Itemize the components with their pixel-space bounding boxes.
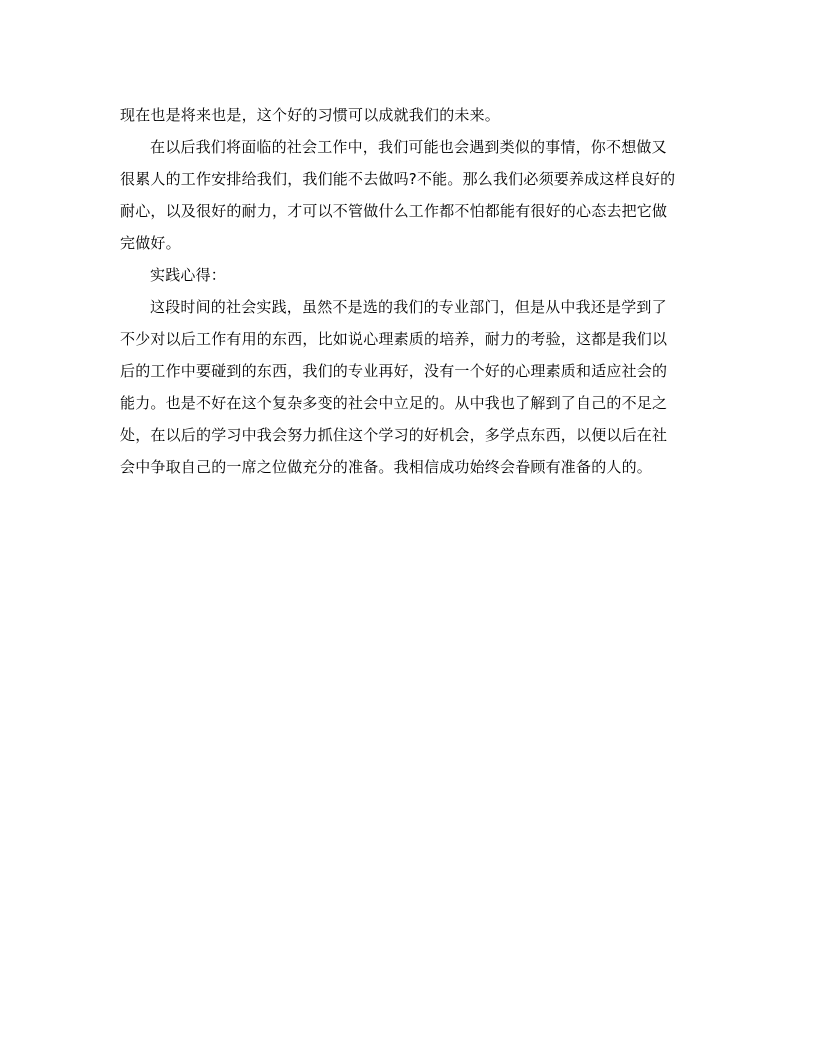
text-line: 处，在以后的学习中我会努力抓住这个学习的好机会，多学点东西，以便以后在社 [120, 426, 668, 444]
text-line: 能力。也是不好在这个复杂多变的社会中立足的。从中我也了解到了自己的不足之 [120, 394, 668, 412]
text-line: 完做好。 [120, 234, 181, 252]
text-line: 在以后我们将面临的社会工作中，我们可能也会遇到类似的事情，你不想做又 [150, 138, 667, 156]
text-line: 这段时间的社会实践，虽然不是选的我们的专业部门，但是从中我还是学到了 [150, 298, 667, 316]
document-body [120, 99, 698, 483]
text-line: 很累人的工作安排给我们，我们能不去做吗?不能。那么我们必须要养成这样良好的 [120, 170, 676, 188]
text-line: 会中争取自己的一席之位做充分的准备。我相信成功始终会眷顾有准备的人的。 [120, 458, 653, 476]
text-line: 不少对以后工作有用的东西，比如说心理素质的培养，耐力的考验，这都是我们以 [120, 330, 668, 348]
text-line: 耐心，以及很好的耐力，才可以不管做什么工作都不怕都能有很好的心态去把它做 [120, 202, 668, 220]
text-line: 现在也是将来也是，这个好的习惯可以成就我们的未来。 [120, 106, 501, 124]
text-line: 后的工作中要碰到的东西，我们的专业再好，没有一个好的心理素质和适应社会的 [120, 362, 668, 380]
section-heading: 实践心得： [150, 266, 227, 284]
